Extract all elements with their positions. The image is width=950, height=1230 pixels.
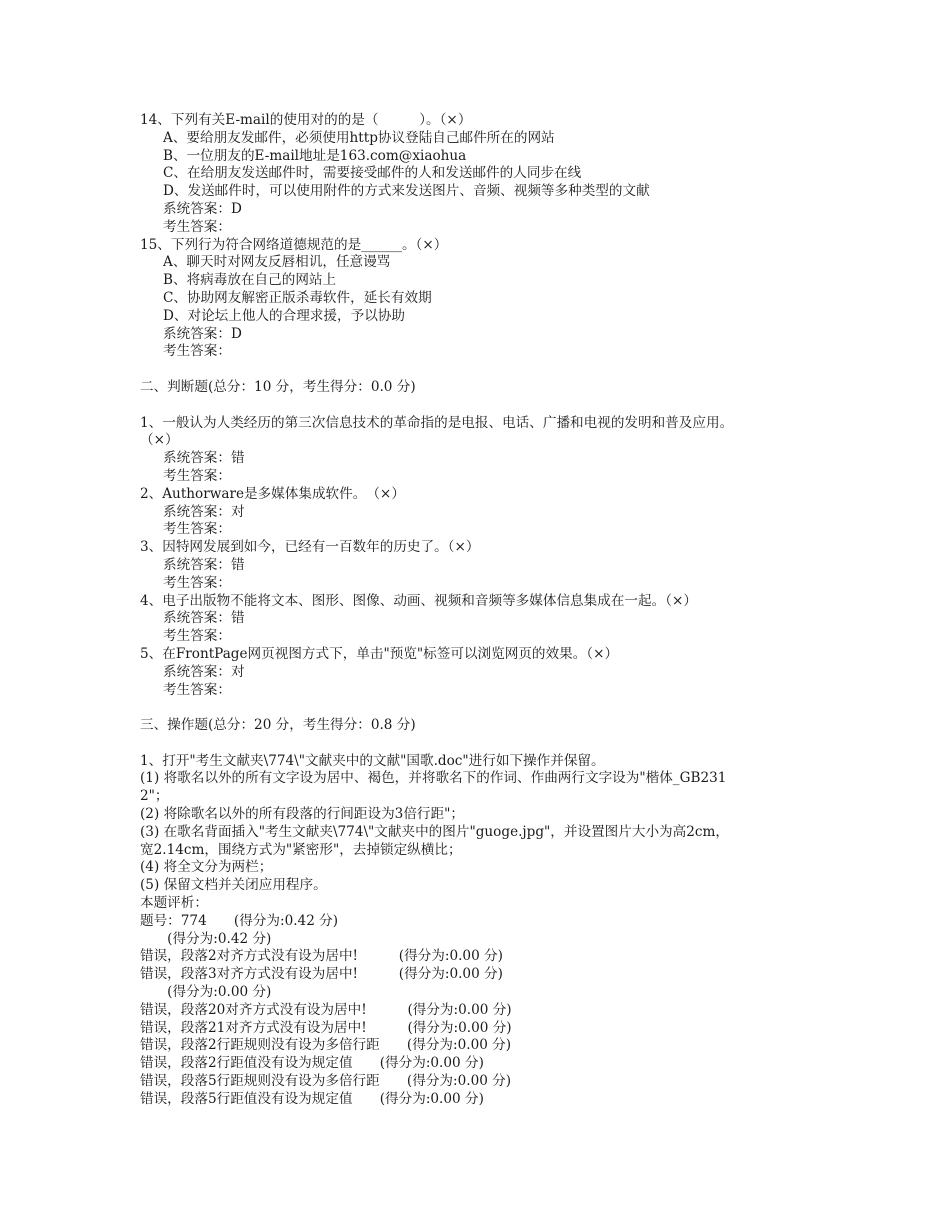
section-heading-operation: 三、操作题(总分：20 分，考生得分：0.8 分) — [140, 717, 416, 734]
task-intro: 1、打开"考生文献夹\774\"文献夹中的文献"国歌.doc"进行如下操作并保留。 — [140, 752, 605, 769]
operation-question-1 — [140, 753, 830, 1109]
student-answer: 考生答案： — [163, 574, 231, 591]
option-c: C、在给朋友发送邮件时，需要接受邮件的人和发送邮件的人同步在线 — [163, 165, 582, 182]
question-stem: 3、因特网发展到如今，已经有一百数年的历史了。（×） — [140, 539, 480, 556]
analysis-score-line: (得分为:0.00 分) — [140, 984, 272, 1001]
analysis-question-number: 题号：774 (得分为:0.42 分) — [140, 912, 339, 929]
system-answer: 系统答案：对 — [163, 663, 245, 680]
analysis-error-line: 错误，段落5行距值没有设为规定值 (得分为:0.00 分) — [140, 1090, 484, 1107]
analysis-error-line: 错误，段落5行距规则没有设为多倍行距 (得分为:0.00 分) — [140, 1073, 512, 1090]
system-answer: 系统答案：D — [163, 325, 242, 342]
question-15 — [140, 237, 830, 362]
option-c: C、协助网友解密正版杀毒软件，延长有效期 — [163, 289, 432, 306]
question-14 — [140, 112, 830, 237]
question-stem: 2、Authorware是多媒体集成软件。 （×） — [140, 485, 405, 502]
task-step-1-continued: 2"； — [140, 788, 169, 805]
analysis-error-line: 错误，段落2行距值没有设为规定值 (得分为:0.00 分) — [140, 1055, 484, 1072]
analysis-error-line: 错误，段落20对齐方式没有设为居中! (得分为:0.00 分) — [140, 1001, 512, 1018]
spacer — [140, 699, 830, 717]
tf-question-5 — [140, 646, 830, 699]
question-stem: 4、电子出版物不能将文本、图形、图像、动画、视频和音频等多媒体信息集成在一起。（×） — [140, 592, 697, 609]
task-step-4: (4) 将全文分为两栏； — [140, 859, 273, 876]
system-answer: 系统答案：错 — [163, 450, 245, 467]
student-answer: 考生答案： — [163, 467, 231, 484]
tf-question-3 — [140, 539, 830, 592]
question-stem: 1、一般认为人类经历的第三次信息技术的革命指的是电报、电话、广播和电视的发明和普及应用。 — [140, 414, 734, 431]
option-d: D、对论坛上他人的合理求援，予以协助 — [163, 307, 405, 324]
student-answer: 考生答案： — [163, 628, 231, 645]
tf-question-4 — [140, 593, 830, 646]
spacer — [140, 361, 830, 379]
analysis-error-line: 错误，段落21对齐方式没有设为居中! (得分为:0.00 分) — [140, 1019, 512, 1036]
question-stem: 15、下列行为符合网络道德规范的是______。（×） — [140, 236, 448, 253]
spacer — [140, 397, 830, 415]
tf-question-1 — [140, 415, 830, 486]
option-a: A、要给朋友发邮件，必须使用http协议登陆自己邮件所在的网站 — [163, 129, 555, 146]
system-answer: 系统答案：错 — [163, 610, 245, 627]
analysis-error-line: 错误，段落2对齐方式没有设为居中! (得分为:0.00 分) — [140, 948, 503, 965]
student-answer: 考生答案： — [163, 343, 231, 360]
analysis-label: 本题评析： — [140, 895, 208, 912]
option-a: A、聊天时对网友反唇相讥，任意谩骂 — [163, 254, 391, 271]
option-b: B、一位朋友的E-mail地址是163.com@xiaohua — [163, 147, 467, 164]
student-answer: 考生答案： — [163, 218, 231, 235]
tf-question-2 — [140, 486, 830, 539]
student-answer: 考生答案： — [163, 521, 231, 538]
analysis-score-line: (得分为:0.42 分) — [140, 930, 272, 947]
task-step-5: (5) 保留文档并关闭应用程序。 — [140, 877, 327, 894]
section-heading-true-false: 二、判断题(总分：10 分，考生得分：0.0 分) — [140, 378, 416, 395]
task-step-1: (1) 将歌名以外的所有文字设为居中、褐色，并将歌名下的作词、作曲两行文字设为"楷体_GB231 — [140, 770, 727, 787]
system-answer: 系统答案：对 — [163, 503, 245, 520]
spacer — [140, 735, 830, 753]
analysis-error-line: 错误，段落3对齐方式没有设为居中! (得分为:0.00 分) — [140, 966, 503, 983]
task-step-3: (3) 在歌名背面插入"考生文献夹\774\"文献夹中的图片"guoge.jpg"，并设置图片大小为高2cm， — [140, 823, 729, 840]
question-stem: 5、在FrontPage网页视图方式下，单击"预览"标签可以浏览网页的效果。（×） — [140, 645, 619, 662]
question-stem: 14、下列有关E-mail的使用对的的是（ ）。（×） — [140, 112, 472, 128]
system-answer: 系统答案：D — [163, 200, 242, 217]
task-step-2: (2) 将除歌名以外的所有段落的行间距设为3倍行距"； — [140, 806, 464, 823]
system-answer: 系统答案：错 — [163, 556, 245, 573]
option-b: B、将病毒放在自己的网站上 — [163, 272, 337, 289]
task-step-3-continued: 宽2.14cm，围绕方式为"紧密形"，去掉锁定纵横比； — [140, 841, 462, 858]
document-page — [140, 112, 830, 1109]
analysis-error-line: 错误，段落2行距规则没有设为多倍行距 (得分为:0.00 分) — [140, 1037, 512, 1054]
student-answer: 考生答案： — [163, 681, 231, 698]
question-stem-continued: （×） — [140, 432, 179, 449]
option-d: D、发送邮件时，可以使用附件的方式来发送图片、音频、视频等多种类型的文献 — [163, 183, 650, 200]
